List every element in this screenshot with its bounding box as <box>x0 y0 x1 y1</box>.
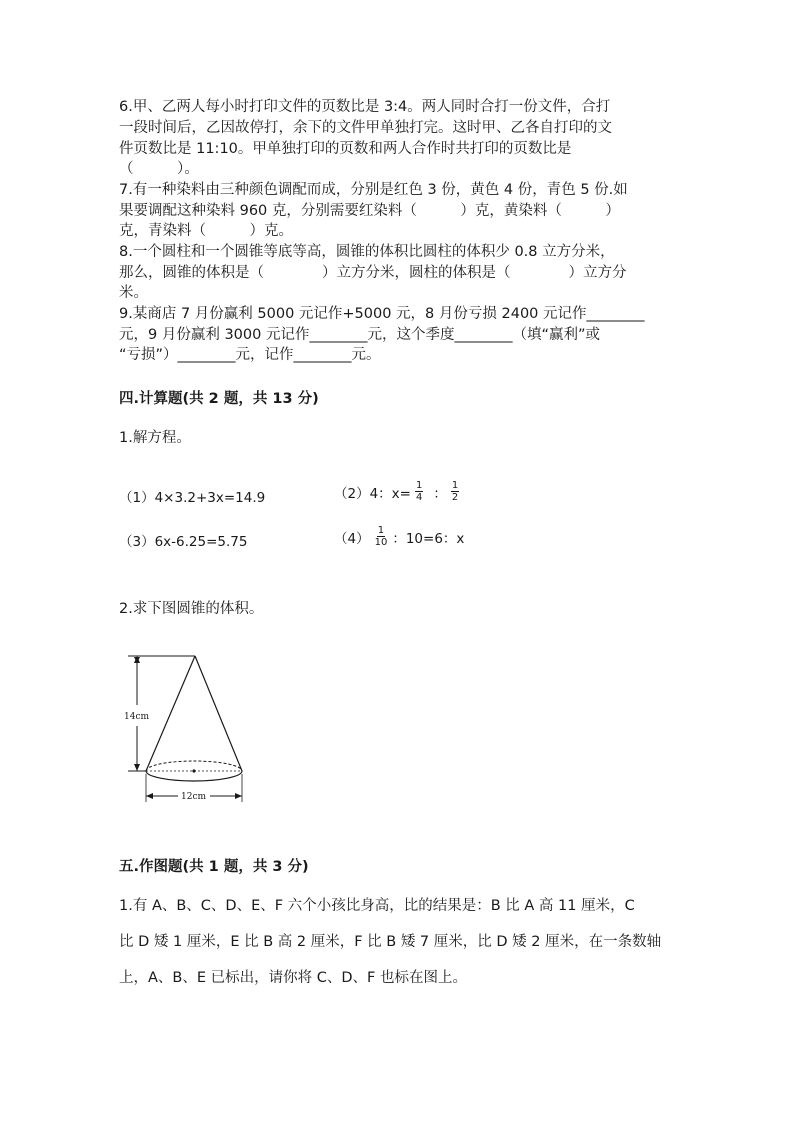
q6-line-2: 一段时间后，乙因故停打，余下的文件甲单独打完。这时甲、乙各自打印的文 <box>119 120 612 136</box>
equation-1: （1）4×3.2+3x=14.9 <box>119 490 266 506</box>
equation-4 <box>334 525 464 548</box>
q7-line-3: 克，青染料（ ）克。 <box>119 223 293 239</box>
equation-4-prefix: （4） <box>334 530 370 547</box>
equation-3: （3）6x-6.25=5.75 <box>119 534 248 550</box>
height-arrowhead-top <box>134 656 140 663</box>
q6-line-3: 件页数比是 11:10。甲单独打印的页数和两人合作时共打印的页数比是 <box>119 141 572 157</box>
fraction-one-quarter <box>415 480 423 503</box>
q6-line-4: （ ）。 <box>119 161 199 177</box>
diameter-arrowhead-right <box>235 793 242 799</box>
q8-line-1: 8.一个圆柱和一个圆锥等底等高，圆锥的体积比圆柱的体积少 0.8 立方分米， <box>119 244 615 260</box>
section-4-heading: 四.计算题(共 2 题，共 13 分) <box>119 391 319 407</box>
diameter-arrowhead-left <box>146 793 153 799</box>
fraction-denominator: 10 <box>374 537 388 548</box>
fraction-denominator: 4 <box>415 492 423 503</box>
q7-line-2: 果要调配这种染料 960 克，分别需要红染料（ ）克，黄染料（ ） <box>119 203 620 219</box>
height-arrowhead-bottom <box>134 764 140 771</box>
equation-4-suffix: ：10=6：x <box>392 530 465 547</box>
cone-left-side <box>146 656 195 771</box>
fraction-numerator: 1 <box>415 480 423 491</box>
section-5-heading: 五.作图题(共 1 题，共 3 分) <box>119 859 309 875</box>
fraction-numerator: 1 <box>377 525 385 536</box>
fraction-one-half <box>451 480 459 503</box>
cone-right-side <box>195 656 242 771</box>
diameter-label: 12cm <box>181 792 207 802</box>
equation-2-colon: ： <box>433 485 447 502</box>
cone-volume-title: 2.求下图圆锥的体积。 <box>119 601 264 617</box>
q9-line-1: 9.某商店 7 月份赢利 5000 元记作+5000 元，8 月份亏损 2400 元记作________ <box>119 306 645 322</box>
q9-line-2: 元，9 月份赢利 3000 元记作________元，这个季度________（填“赢利”或 <box>119 327 600 343</box>
q9-line-3: “亏损”）________元，记作________元。 <box>119 347 381 363</box>
equation-2-prefix: （2）4：x= <box>334 485 411 502</box>
q7-line-1: 7.有一种染料由三种颜色调配而成，分别是红色 3 份，黄色 4 份，青色 5 份.如 <box>119 182 628 198</box>
q6-line-1: 6.甲、乙两人每小时打印文件的页数比是 3:4。两人同时合打一份文件，合打 <box>119 99 611 115</box>
solve-equations-title: 1.解方程。 <box>119 430 191 446</box>
base-center-point <box>192 769 195 772</box>
s5-q1-line-1: 1.有 A、B、C、D、E、F 六个小孩比身高，比的结果是：B 比 A 高 11 厘米，C <box>119 898 635 914</box>
q8-line-2: 那么，圆锥的体积是（ ）立方分米，圆柱的体积是（ ）立方分 <box>119 265 627 281</box>
equation-2 <box>334 480 463 503</box>
fraction-one-tenth <box>374 525 389 548</box>
s5-q1-line-3: 上，A、B、E 已标出，请你将 C、D、F 也标在图上。 <box>119 970 467 986</box>
cone-figure <box>118 650 253 805</box>
fraction-denominator: 2 <box>451 492 459 503</box>
q8-line-3: 米。 <box>119 285 148 301</box>
height-label: 14cm <box>124 712 150 722</box>
s5-q1-line-2: 比 D 矮 1 厘米，E 比 B 高 2 厘米，F 比 B 矮 7 厘米，比 D 矮 2 厘米，在一条数轴 <box>119 934 662 950</box>
fraction-numerator: 1 <box>451 480 459 491</box>
